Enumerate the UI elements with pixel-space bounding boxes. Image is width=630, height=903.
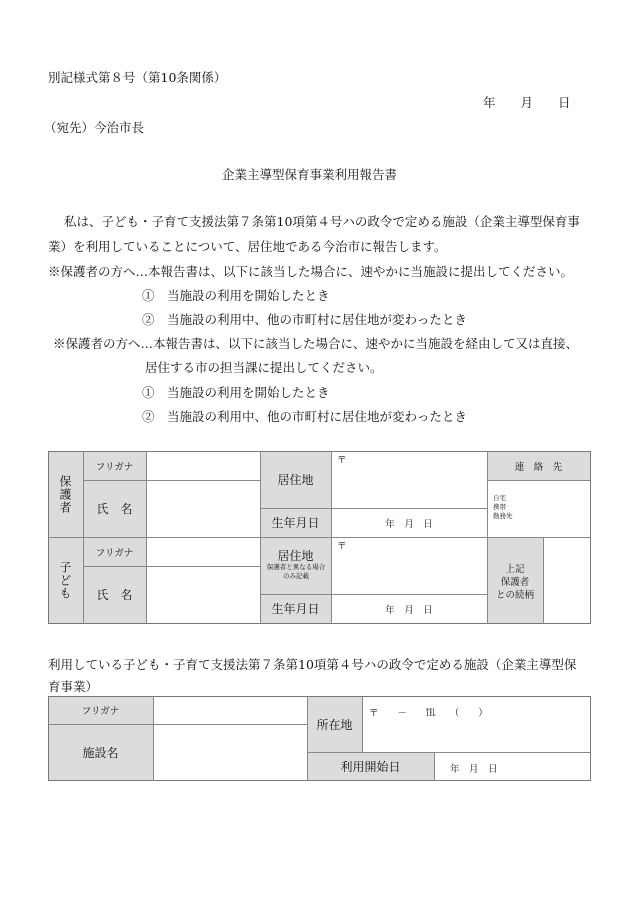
note-1-item-2: ② 当施設の利用中、他の市町村に居住地が変わったとき [142, 312, 467, 327]
child-residence-note: 保護者と異なる場合のみ記載 [266, 563, 326, 580]
child-postal-mark: 〒 [337, 541, 347, 552]
facility-name-label: 施設名 [82, 745, 119, 760]
contact-work: 勤務先 [493, 512, 513, 520]
relationship-line-1: 上記 [505, 564, 525, 575]
note-2-item-2: ② 当施設の利用中、他の市町村に居住地が変わったとき [142, 409, 467, 424]
note-1-item-1: ① 当施設の利用を開始したとき [142, 288, 330, 303]
start-date-label: 利用開始日 [340, 759, 401, 774]
addressee: （宛先）今治市長 [44, 120, 145, 135]
facility-furigana-label: フリガナ [81, 706, 120, 717]
child-furigana-label: フリガナ [95, 547, 134, 559]
facility-intro-line-1: 利用している子ども・子育て支援法第７条第10項第４号ハの政令で定める施設（企業主導型保 [48, 657, 577, 672]
start-date-value: 年 月 日 [450, 764, 498, 775]
child-birthdate-label: 生年月日 [271, 602, 320, 616]
child-birthdate-value: 年 月 日 [385, 604, 433, 616]
guardian-name-label: 氏 名 [96, 502, 133, 516]
guardian-birthdate-value: 年 月 日 [385, 518, 433, 530]
contact-header: 連 絡 先 [514, 461, 563, 473]
facility-location-label: 所在地 [316, 717, 353, 732]
contact-mobile: 携帯 [493, 503, 506, 511]
note-2-line-1: ※保護者の方へ…本報告書は、以下に該当した場合に、速やかに当施設を経由して又は直接、 [53, 336, 579, 351]
form-id: 別記様式第８号（第10条関係） [48, 70, 227, 85]
guardian-residence-label: 居住地 [277, 473, 314, 487]
relationship-line-3: との続柄 [495, 590, 534, 601]
facility-location-value: 〒 － ℡ （ ） [369, 708, 488, 719]
contact-home: 自宅 [493, 494, 506, 502]
note-1: ※保護者の方へ…本報告書は、以下に該当した場合に、速やかに当施設に提出してください。 [48, 264, 574, 279]
document-title: 企業主導型保育事業利用報告書 [222, 167, 398, 182]
child-label: 子ども [58, 560, 72, 600]
guardian-postal-mark: 〒 [337, 455, 347, 466]
statement-line-2: 業）を利用していることについて、居住地である今治市に報告します。 [48, 239, 447, 254]
guardian-birthdate-label: 生年月日 [271, 516, 320, 530]
child-residence-label: 居住地 [277, 549, 314, 563]
statement-line-1: 私は、子ども・子育て支援法第７条第10項第４号ハの政令で定める施設（企業主導型保育事 [64, 214, 580, 229]
relationship-line-2: 保護者 [500, 577, 530, 588]
date-line: 年 月 日 [483, 95, 571, 110]
guardian-label: 保護者 [58, 474, 72, 514]
guardian-furigana-label: フリガナ [95, 461, 134, 473]
child-name-label: 氏 名 [96, 588, 133, 602]
note-2-item-1: ① 当施設の利用を開始したとき [142, 385, 330, 400]
facility-intro-line-2: 育事業） [48, 679, 99, 694]
note-2-line-2: 居住する市の担当課に提出してください。 [145, 360, 383, 375]
